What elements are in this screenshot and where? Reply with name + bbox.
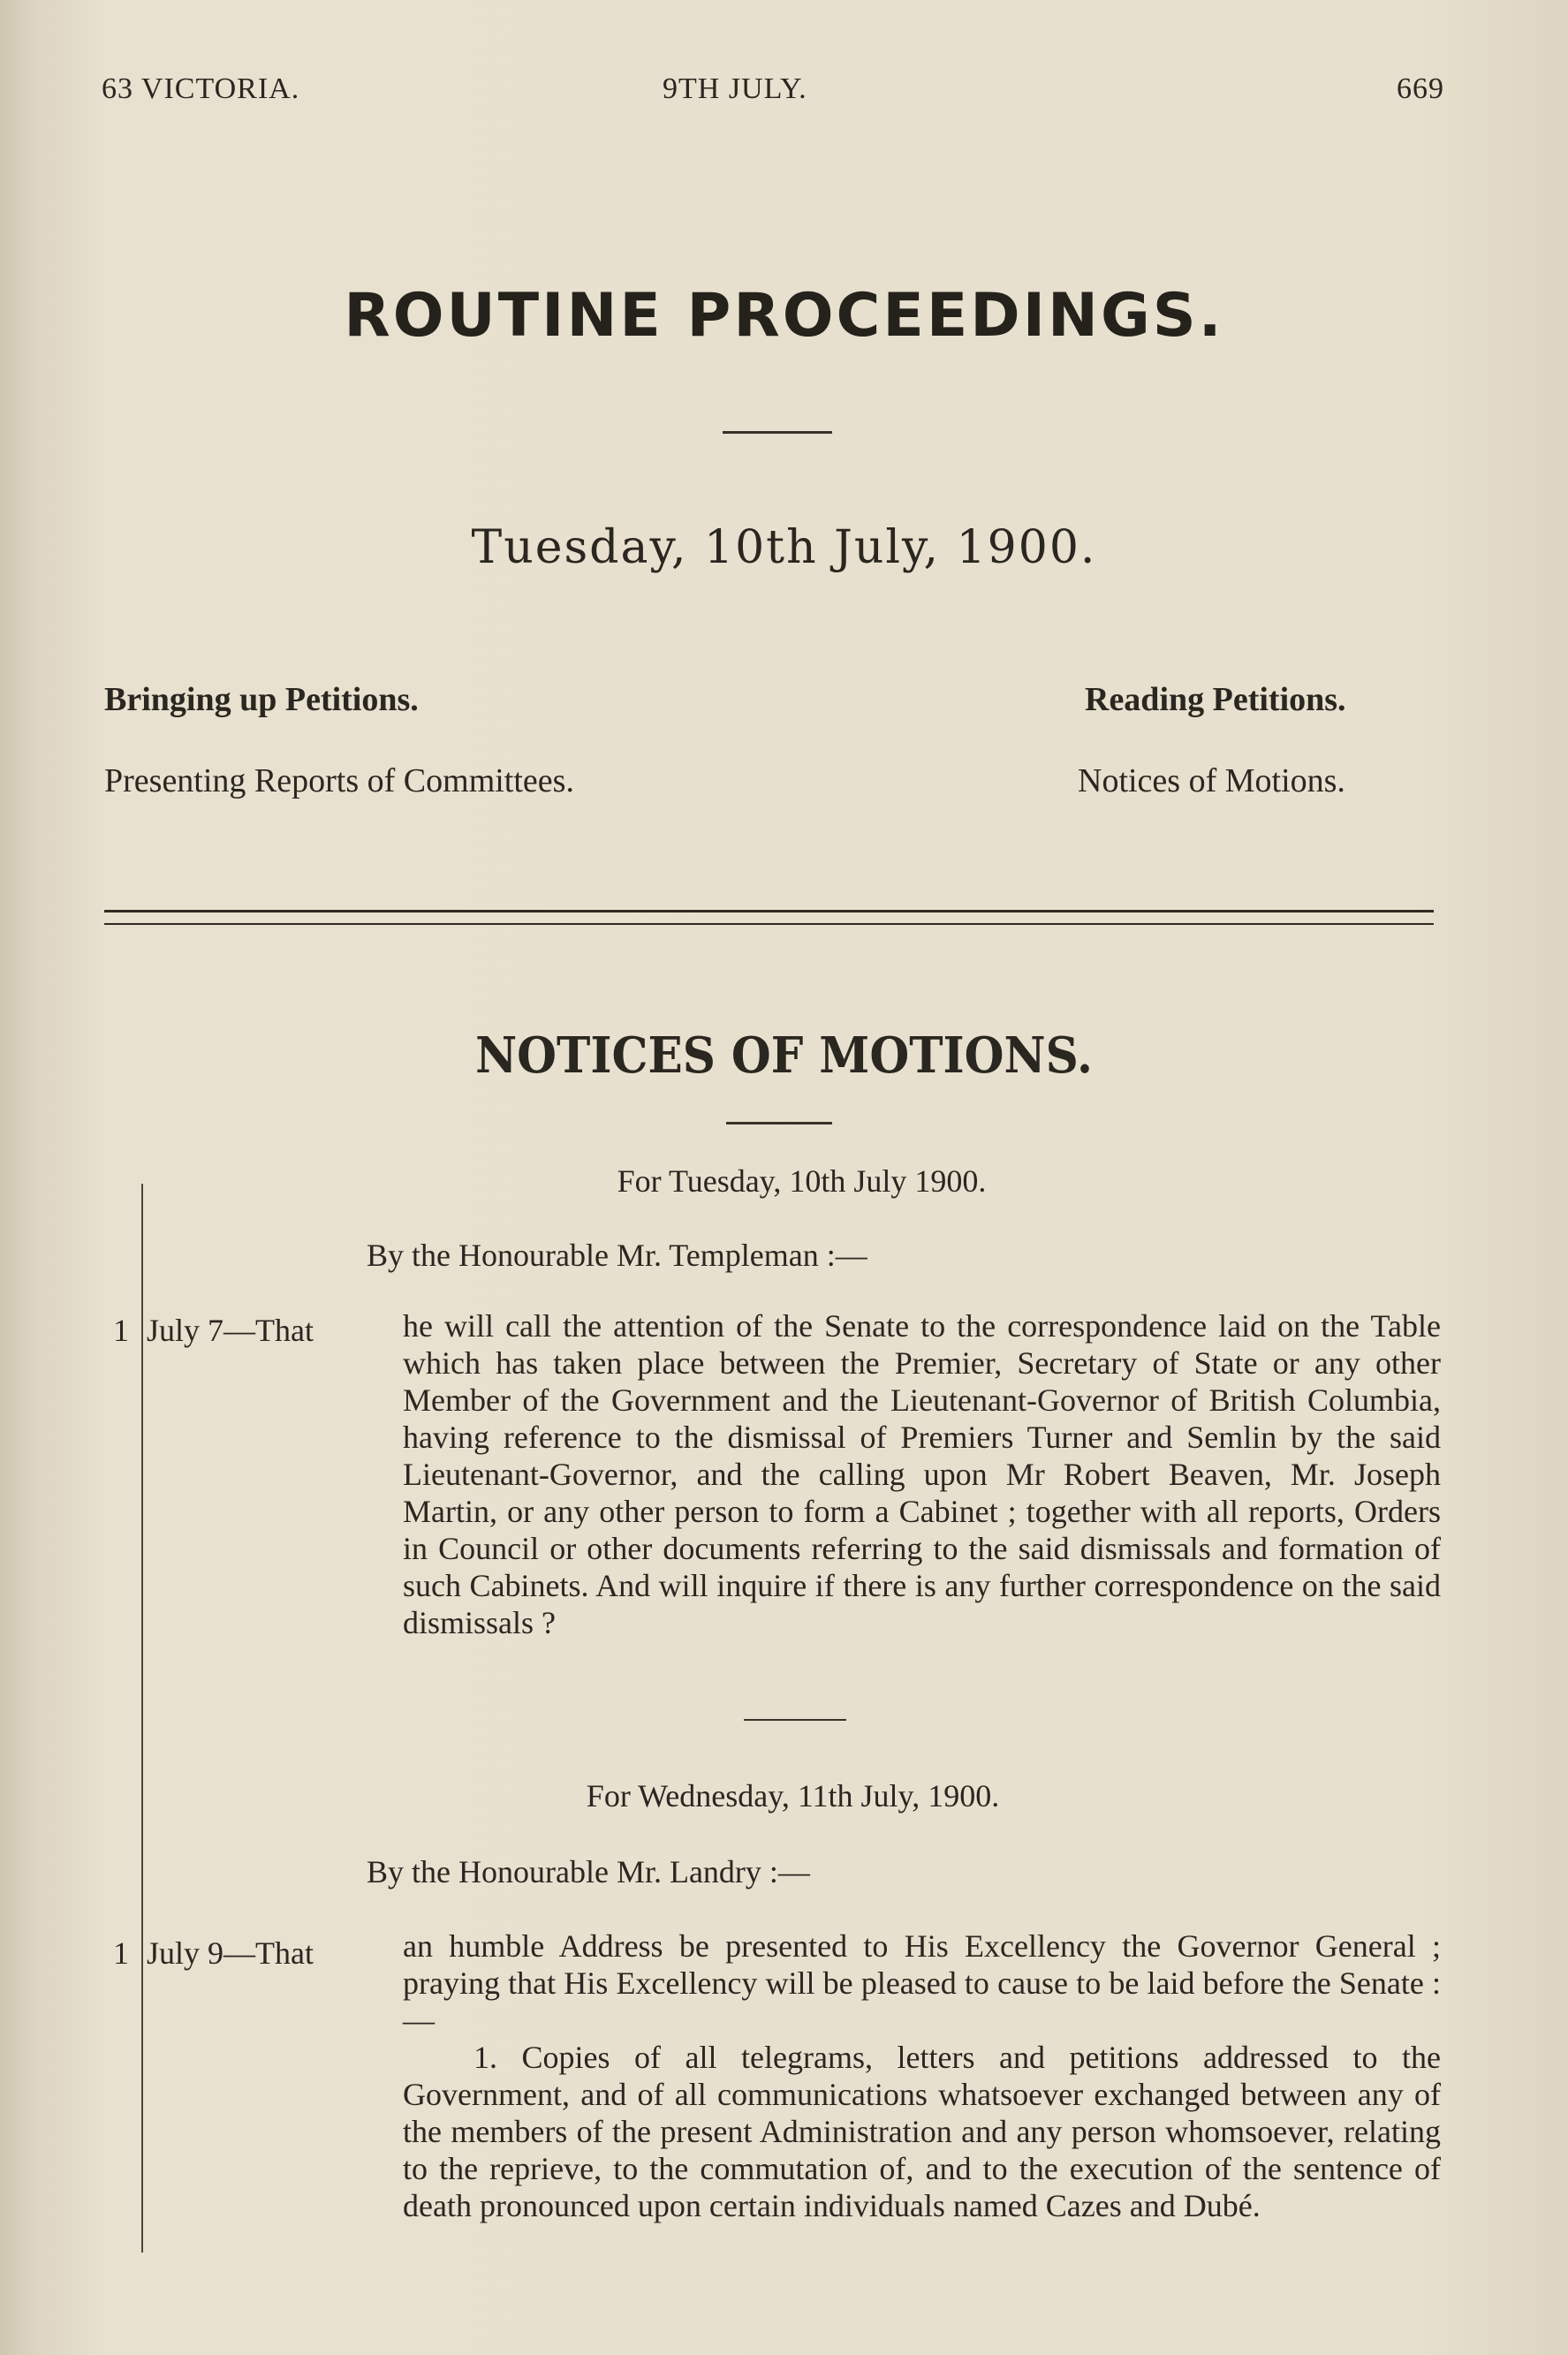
running-head-date: 9TH JULY.: [663, 72, 807, 105]
section-divider: [104, 910, 1434, 925]
motion-item-body-2: 1. Copies of all telegrams, letters and petitions addressed to the Government, and of all communications whatsoever exchanged between any of the members of the present Administration and any person whomsoever, relating to the reprieve, to the commutation of, and to the execution of the sentence of death pronounced upon certain individuals named Cazes and Dubé.: [403, 2040, 1441, 2223]
motion-body-1: he will call the attention of the Senate to the correspondence laid on the Table which has taken place between the Premier, Secretary of State or any other Member of the Government and the Lieutenant-Governor of British Columbia, having reference to the dismissal of Premiers Turner and Semlin by the said Lieutenant-Governor, and the calling upon Mr Robert Beaven, Mr. Joseph Martin, or any other person to form a Cabinet ; together with all reports, Orders in Council or other documents referring to the said dismissals and formation of such Cabinets. And will inquire if there is any further correspondence on the said dismissals ?: [403, 1308, 1441, 1640]
for-date-1: For Tuesday, 10th July 1900.: [617, 1163, 987, 1199]
motion-date-2: July 9—That: [147, 1935, 314, 1971]
by-line-1: By the Honourable Mr. Templeman :—: [367, 1238, 867, 1273]
sitting-date: Tuesday, 10th July, 1900.: [471, 521, 1097, 574]
running-head-left: 63 VICTORIA.: [102, 72, 300, 105]
running-head: [102, 72, 1444, 117]
by-line-2: By the Honourable Mr. Landry :—: [367, 1854, 810, 1889]
title-rule: [723, 431, 832, 434]
motion-number-2: 1: [113, 1935, 129, 1971]
motion-separator: [744, 1719, 846, 1721]
page-title: ROUTINE PROCEEDINGS.: [344, 281, 1224, 351]
motion-text-2: [403, 1927, 1441, 2039]
notices-rule: [726, 1122, 832, 1124]
proc-notices: Notices of Motions.: [1078, 762, 1345, 799]
notices-title: NOTICES OF MOTIONS.: [475, 1026, 1093, 1085]
motion-item-2: [403, 2039, 1441, 2224]
page-number: 669: [1397, 72, 1444, 105]
proc-reading: Reading Petitions.: [1085, 681, 1346, 718]
motion-body-2: an humble Address be presented to His Excellency the Governor General ; praying that His Excellency will be pleased to cause to be laid before the Senate :—: [403, 1928, 1441, 2038]
motion-date-1: July 7—That: [147, 1313, 314, 1348]
motion-number-1: 1: [113, 1313, 129, 1348]
proc-bringing-up: Bringing up Petitions.: [104, 681, 419, 718]
proc-presenting: Presenting Reports of Committees.: [104, 762, 574, 799]
for-date-2: For Wednesday, 11th July, 1900.: [586, 1778, 1000, 1814]
margin-line: [141, 1184, 143, 2253]
motion-text-1: [403, 1307, 1441, 1641]
